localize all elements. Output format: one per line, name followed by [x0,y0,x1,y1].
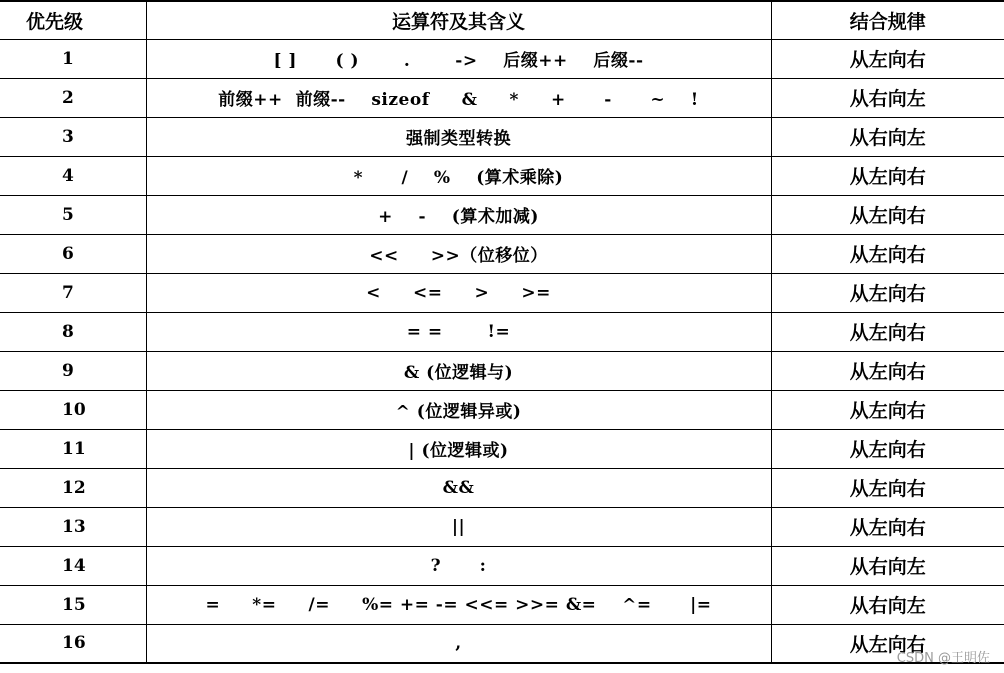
priority-cell: 1 [0,39,146,78]
priority-cell: 8 [0,312,146,351]
associativity-cell: 从右向左 [771,78,1004,117]
table-row [0,351,1004,390]
associativity-cell: 从左向右 [771,429,1004,468]
associativity-cell: 从左向右 [771,234,1004,273]
priority-cell: 9 [0,351,146,390]
table-row [0,39,1004,78]
operators-cell: [ ] ( ) . -> 后缀++ 后缀-- [146,39,771,78]
associativity-cell: 从左向右 [771,312,1004,351]
associativity-cell: 从左向右 [771,39,1004,78]
operators-cell: 强制类型转换 [146,117,771,156]
associativity-cell: 从左向右 [771,624,1004,663]
priority-cell: 15 [0,585,146,624]
priority-cell: 2 [0,78,146,117]
operators-cell: << >>（位移位） [146,234,771,273]
associativity-cell: 从左向右 [771,507,1004,546]
column-header-operators: 运算符及其含义 [146,1,771,39]
table-header-row [0,1,1004,39]
operators-cell: + - (算术加减) [146,195,771,234]
table-row [0,234,1004,273]
watermark: CSDN @王明佐 [896,651,990,666]
table-row [0,156,1004,195]
table-row [0,390,1004,429]
priority-cell: 5 [0,195,146,234]
priority-cell: 4 [0,156,146,195]
associativity-cell: 从右向左 [771,546,1004,585]
priority-cell: 13 [0,507,146,546]
table-row [0,624,1004,663]
associativity-cell: 从左向右 [771,351,1004,390]
priority-cell: 11 [0,429,146,468]
priority-cell: 16 [0,624,146,663]
associativity-cell: 从左向右 [771,390,1004,429]
operators-cell: | (位逻辑或) [146,429,771,468]
operators-cell: * / % (算术乘除) [146,156,771,195]
operators-cell: , [146,624,771,663]
priority-cell: 14 [0,546,146,585]
priority-cell: 3 [0,117,146,156]
table-row [0,117,1004,156]
table-row [0,312,1004,351]
operators-cell: = = != [146,312,771,351]
table-row [0,507,1004,546]
table-row [0,195,1004,234]
priority-cell: 7 [0,273,146,312]
associativity-cell: 从左向右 [771,195,1004,234]
table-row [0,273,1004,312]
operators-cell: ? : [146,546,771,585]
operators-cell: ^ (位逻辑异或) [146,390,771,429]
column-header-associativity: 结合规律 [771,1,1004,39]
operators-cell: & (位逻辑与) [146,351,771,390]
associativity-cell: 从左向右 [771,273,1004,312]
priority-cell: 12 [0,468,146,507]
operators-cell: || [146,507,771,546]
operators-cell: = *= /= %= += -= <<= >>= &= ^= |= [146,585,771,624]
priority-cell: 10 [0,390,146,429]
associativity-cell: 从右向左 [771,117,1004,156]
table-row [0,546,1004,585]
operators-cell: 前缀++ 前缀-- sizeof & * + - ~ ! [146,78,771,117]
priority-cell: 6 [0,234,146,273]
table-row [0,429,1004,468]
column-header-priority: 优先级 [0,1,146,39]
table-row [0,468,1004,507]
table-row [0,585,1004,624]
operators-cell: < <= > >= [146,273,771,312]
associativity-cell: 从左向右 [771,468,1004,507]
operators-cell: && [146,468,771,507]
table-row [0,78,1004,117]
associativity-cell: 从右向左 [771,585,1004,624]
associativity-cell: 从左向右 [771,156,1004,195]
